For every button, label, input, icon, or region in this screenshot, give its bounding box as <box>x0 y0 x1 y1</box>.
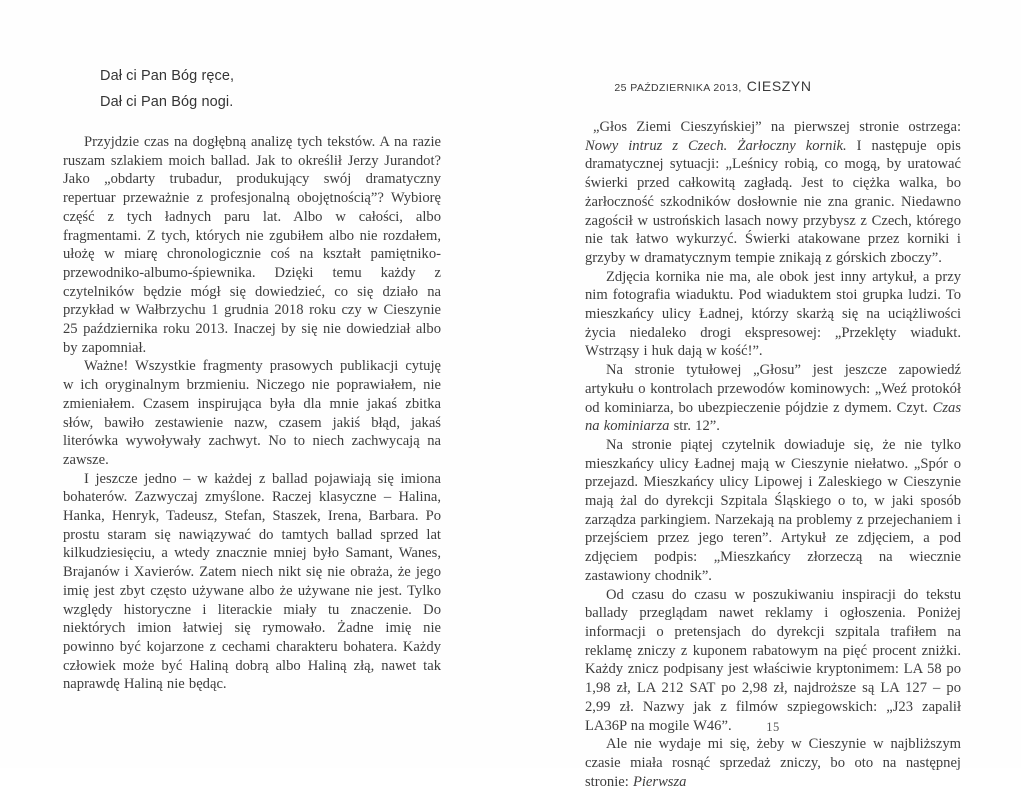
text-run: Zdjęcia kornika nie ma, ale obok jest inny artykuł, a przy nim fotografia wiaduktu. Pod wiaduktem stoi grupka ludzi. To mieszkańcy ulicy Ładnej, którzy skarżą się na uciążliwości życia niedaleko drogi ekspresowej: „Przeklęty wiadukt. Wstrząsy i huk dają w kość!”. <box>585 268 961 360</box>
paragraph <box>585 361 961 436</box>
text-run-italic: Nowy intruz z Czech. Żarłoczny kornik. <box>585 137 847 154</box>
running-header-date: 25 PAŹDZIERNIKA 2013, <box>614 82 742 94</box>
text-run: Od czasu do czasu w poszukiwaniu inspiracji do tekstu ballady przeglądam nawet reklamy i ogłoszenia. Poniżej informacji o pretensjach do dyrekcji szpitala trafiłem na reklamę zniczy z kuponem rabatowym na pięć procent zniżki. Każdy znicz podpisany jest właściwie kryptonimem: LA 58 po 1,98 zł, LA 212 SAT po 2,98 zł, najdroższe są LA 127 – po 2,99 zł. Nazwy jak z filmów szpiegowskich: „J23 zapalił LA36P na mogile W46”. <box>585 586 961 734</box>
paragraph <box>63 133 441 357</box>
text-run: Na stronie piątej czytelnik dowiaduje się, że nie tylko mieszkańcy ulicy Ładnej mają w Cieszynie niełatwo. „Spór o przejazd. Mieszkańcy ulicy Lipowej i Zaleskiego w Cieszynie mają żal do dyrekcji Szpitala Śląskiego o to, w jaki sposób zarządza parkingiem. Narzekają na problemy z przejechaniem i przejściem przez jego teren”. Artykuł ze zdjęciem, a pod zdjęciem podpis: „Mieszkańcy złorzeczą na wiecznie zastawiony chodnik”. <box>585 436 961 584</box>
text-run: I jeszcze jedno – w każdej z ballad pojawiają się imiona bohaterów. Zazwyczaj zmyślone. Raczej klasyczne – Halina, Hanka, Henryk, Tadeusz, Stefan, Staszek, Irena, Barbara. Po prostu staram się nawiązywać do tamtych ballad sprzed lat kilkudziesięciu, a wtedy znacznie mniej było Samant, Wanes, Brajanów i Xavierów. Zatem niech nikt się nie obraża, że jego imię jest zbyt często używane albo że używane nie jest. Tylko względy historyczne i literackie miały tu znaczenie. Do niektórych imion łatwiej się rymowało. Żadne imię nie powinno być kojarzone z cechami charakteru bohatera. Każdy człowiek może być Haliną dobrą albo Haliną złą, nawet tak naprawdę Haliną nie będąc. <box>63 470 441 693</box>
text-run: Na stronie tytułowej „Głosu” jest jeszcze zapowiedź artykułu o kontrolach przewodów kominowych: „Weź protokół od kominiarza, bo ubezpieczenie pójdzie z dymem. Czyt. <box>585 362 961 416</box>
text-run-italic: Pierwsza <box>632 773 687 790</box>
epigraph <box>100 63 441 115</box>
paragraph <box>585 586 961 736</box>
text-run: „Głos Ziemi Cieszyńskiej” na pierwszej stronie ostrzega: <box>593 119 961 135</box>
paragraph <box>585 735 961 791</box>
running-header <box>525 78 901 94</box>
paragraph <box>585 118 961 268</box>
epigraph-line: Dał ci Pan Bóg nogi. <box>100 94 234 110</box>
text-run: str. 12”. <box>669 418 720 435</box>
text-run: I następuje opis dramatycznej sytuacji: „Leśnicy robią, co mogą, by uratować świerki przed całkowitą zagładą. Jest to ciężka walka, bo żarłoczność szkodników dosłownie nie zna granic. Niedawno zagościł w ustrońskich lasach nowy przybysz z Czech, którego nie tak łatwo wykurzyć. Świerki atakowane przez korniki i grzyby w dramatycznym tempie znikają z górskich zboczy”. <box>585 137 961 266</box>
epigraph-line: Dał ci Pan Bóg ręce, <box>100 68 235 84</box>
right-page <box>585 78 961 791</box>
running-header-place: CIESZYN <box>746 78 812 94</box>
text-run: Ważne! Wszystkie fragmenty prasowych publikacji cytuję w ich oryginalnym brzmieniu. Niczego nie poprawiałem, nie zmieniałem. Czasem inspirująca była dla mnie jakaś zbitka słów, bawiło zestawienie nazw, czasem jakiś błąd, jakaś literówka wywoływały zachwyt. No to niech zachwycają na zawsze. <box>63 358 441 468</box>
paragraph <box>63 470 441 694</box>
text-run: Ale nie wydaje mi się, żeby w Cieszynie w najbliższym czasie miała rosnąć sprzedaż zniczy, bo oto na następnej stronie: <box>585 736 961 790</box>
paragraph <box>63 357 441 469</box>
page-number: 15 <box>766 720 780 734</box>
paragraph <box>585 268 961 362</box>
text-run: Przyjdzie czas na dogłębną analizę tych tekstów. A na razie ruszam szlakiem moich ballad. Jak to określił Jerzy Jurandot? Jako „obdarty trubadur, produkujący swój dramatyczny repertuar przeważnie z profesjonalną obojętnością”? Wybiorę część z tych ładnych paru lat. Albo w całości, albo fragmentami. Z tych, których nie zgubiłem albo nie rozdałem, ułożę w miarę chronologicznie coś na kształt pamiętniko-przewodniko-albumo-śpiewnika. Dzięki temu każdy z czytelników będzie mógł się dowiedzieć, co się działo na przykład w Wałbrzychu 1 grudnia 2018 roku czy w Cieszynie 25 października roku 2013. Inaczej by się nie dowiedział albo by zapomniał. <box>63 134 441 356</box>
paragraph <box>585 436 961 586</box>
text-run-italic: Czas na kominiarza <box>585 399 961 435</box>
left-page <box>63 63 441 694</box>
